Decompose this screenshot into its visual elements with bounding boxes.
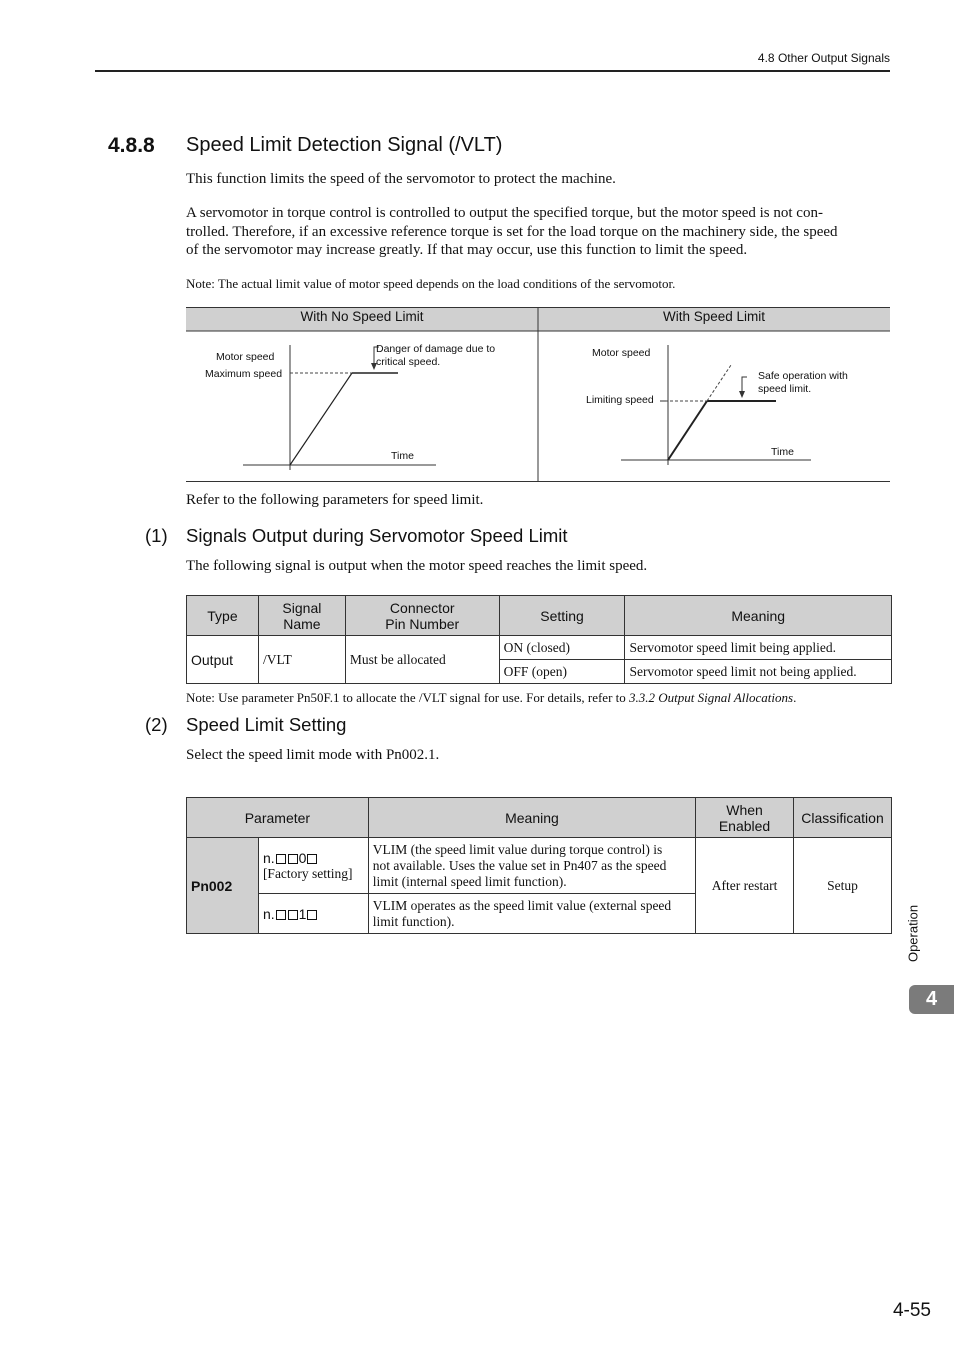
- signal-table: [186, 595, 892, 684]
- col-signal: [258, 596, 345, 636]
- subsection-2-heading: [145, 714, 346, 736]
- parameter-table: [186, 797, 892, 934]
- setting-cell: OFF (open): [499, 660, 625, 684]
- header-line: When: [726, 801, 763, 818]
- code-cell: [258, 894, 368, 934]
- table-row: [187, 838, 892, 894]
- figure-left-title: With No Speed Limit: [300, 309, 424, 324]
- meaning-line: limit (internal speed limit function).: [372, 873, 567, 889]
- digit-box-icon: [276, 854, 286, 864]
- meaning-cell: [368, 838, 695, 894]
- signal-cell: /VLT: [258, 636, 345, 684]
- code-cell: [258, 838, 368, 894]
- right-time-label: Time: [771, 446, 794, 458]
- code-prefix: n.: [262, 849, 275, 866]
- intro-text: This function limits the speed of the servomotor to protect the machine.: [186, 171, 616, 187]
- meaning-line: VLIM operates as the speed limit value (external speed: [372, 897, 672, 913]
- subsection-1-text: The following signal is output when the motor speed reaches the limit speed.: [186, 558, 648, 574]
- digit-box-icon: [288, 854, 298, 864]
- danger-line: Danger of damage due to: [376, 343, 496, 355]
- meaning-line: not available. Uses the value set in Pn407 as the speed: [372, 857, 667, 873]
- running-header: 4.8 Other Output Signals: [757, 51, 890, 65]
- arrow-icon: [739, 391, 745, 398]
- connector-cell: Must be allocated: [345, 636, 499, 684]
- meaning-line: limit function).: [372, 913, 455, 929]
- code-digit: 0: [298, 849, 307, 866]
- col-setting: Setting: [499, 596, 625, 636]
- right-motor-speed-label: Motor speed: [592, 347, 651, 359]
- note-suffix: .: [793, 690, 797, 705]
- header-line: Enabled: [718, 817, 771, 834]
- meaning-line: VLIM (the speed limit value during torque control) is: [372, 841, 663, 857]
- figure-right-title: With Speed Limit: [662, 309, 766, 324]
- subsection-title: Speed Limit Setting: [186, 714, 347, 735]
- meaning-cell: Servomotor speed limit being applied.: [625, 636, 892, 660]
- table-header-row: [187, 596, 892, 636]
- paragraph-line: trolled. Therefore, if an excessive reference torque is set for the load torque on the machinery side, the speed: [186, 223, 838, 240]
- left-max-speed-label: Maximum speed: [205, 368, 283, 380]
- note-text: Note: Use parameter Pn50F.1 to allocate the /VLT signal for use. For details, refer to: [186, 690, 630, 705]
- page-number: 4-55: [892, 1300, 931, 1321]
- safe-line: speed limit.: [758, 383, 812, 395]
- note-allocation: [186, 690, 796, 706]
- header-line: Pin Number: [385, 615, 460, 632]
- meaning-cell: [368, 894, 695, 934]
- chapter-tab: 4: [909, 985, 954, 1014]
- col-type: Type: [187, 596, 259, 636]
- col-classification: Classification: [793, 798, 891, 838]
- col-connector: [345, 596, 499, 636]
- param-cell: Pn002: [187, 838, 259, 934]
- digit-box-icon: [288, 910, 298, 920]
- danger-line: critical speed.: [376, 356, 441, 368]
- cross-reference: 3.3.2 Output Signal Allocations: [629, 690, 794, 705]
- chapter-side-text: Operation: [905, 904, 921, 963]
- header-rule: [95, 70, 890, 72]
- subsection-1-heading: [145, 525, 568, 547]
- subsection-title: Signals Output during Servomotor Speed Limit: [186, 525, 568, 546]
- subsection-2-text: Select the speed limit mode with Pn002.1.: [186, 747, 440, 763]
- section-title: Speed Limit Detection Signal (/VLT): [186, 134, 503, 156]
- digit-box-icon: [276, 910, 286, 920]
- meaning-cell: Servomotor speed limit not being applied.: [625, 660, 892, 684]
- col-parameter: Parameter: [187, 798, 369, 838]
- limiting-speed-label: Limiting speed: [586, 394, 654, 406]
- subsection-label: (1): [145, 525, 168, 546]
- code-digit: 1: [298, 905, 307, 922]
- section-number: 4.8.8: [108, 134, 155, 157]
- safe-operation-label: [758, 370, 848, 396]
- factory-setting: [Factory setting]: [262, 865, 353, 881]
- table-row: [187, 636, 892, 660]
- digit-box-icon: [307, 854, 317, 864]
- param-code: [263, 850, 364, 866]
- param-code: [263, 906, 364, 922]
- subsection-label: (2): [145, 714, 168, 735]
- paragraph-line: of the servomotor may increase greatly. If that may occur, use this function to limit the speed.: [186, 242, 748, 258]
- col-meaning: Meaning: [368, 798, 695, 838]
- refer-text: Refer to the following parameters for speed limit.: [186, 492, 484, 508]
- danger-label: [376, 343, 495, 369]
- type-cell: Output: [187, 636, 259, 684]
- header-line: Connector: [389, 599, 455, 616]
- safe-line: Safe operation with: [758, 370, 848, 382]
- speed-limit-figure: [186, 307, 890, 482]
- classification-cell: Setup: [793, 838, 891, 934]
- col-when-enabled: [696, 798, 794, 838]
- header-line: Signal: [282, 599, 322, 616]
- header-line: Name: [283, 615, 321, 632]
- left-time-label: Time: [391, 450, 414, 462]
- setting-cell: ON (closed): [499, 636, 625, 660]
- left-motor-speed-label: Motor speed: [216, 351, 275, 363]
- note-load-conditions: Note: The actual limit value of motor speed depends on the load conditions of the servomotor.: [186, 276, 676, 291]
- code-prefix: n.: [262, 905, 275, 922]
- paragraph-line: A servomotor in torque control is controlled to output the specified torque, but the motor speed is not con-: [186, 205, 823, 221]
- paragraph-1: [186, 204, 838, 260]
- table-header-row: [187, 798, 892, 838]
- col-meaning: Meaning: [625, 596, 892, 636]
- when-enabled-cell: After restart: [696, 838, 794, 934]
- digit-box-icon: [307, 910, 317, 920]
